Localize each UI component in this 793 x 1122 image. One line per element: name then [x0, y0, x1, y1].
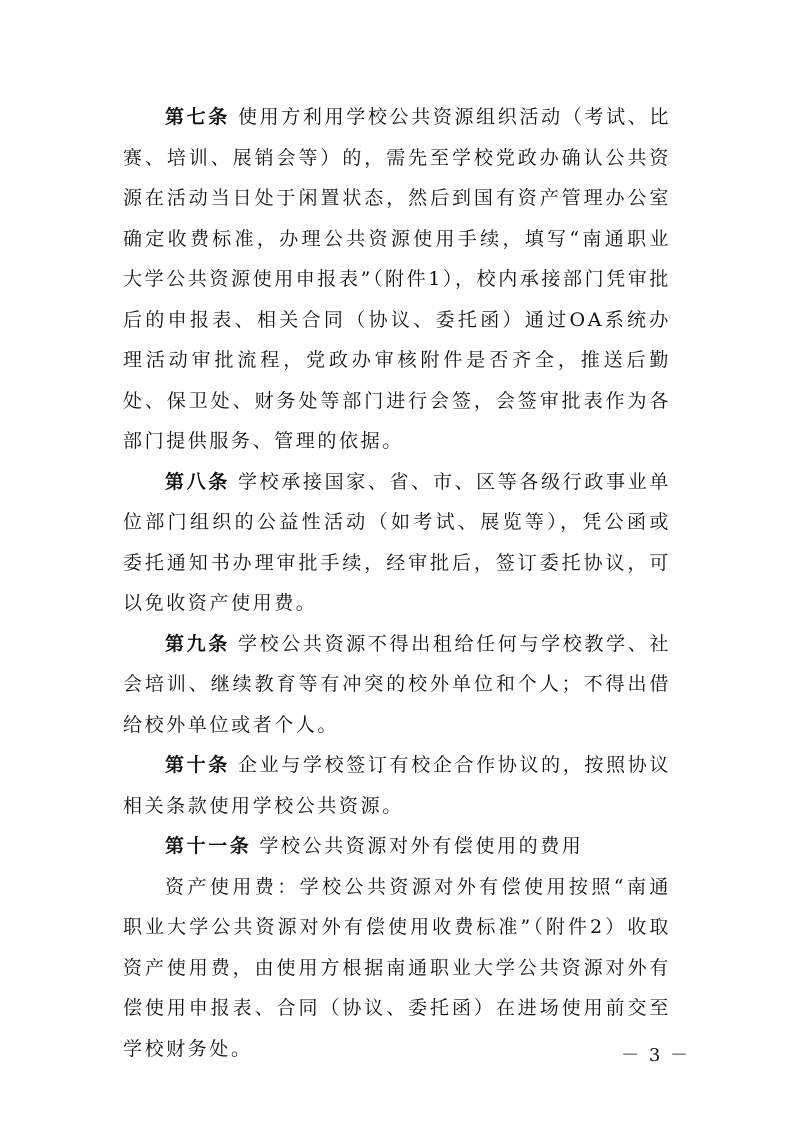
- document-body: [123, 97, 671, 1069]
- article-9-text: 学校公共资源不得出租给任何与学校教学、社会培训、继续教育等有冲突的校外单位和个人；不得出借给校外单位或者个人。: [123, 632, 671, 736]
- page-number: － 3 －: [621, 1045, 690, 1066]
- article-9-number: 第九条: [165, 632, 230, 655]
- article-8: [123, 462, 671, 624]
- article-10: [123, 745, 671, 826]
- asset-fee-paragraph: 资产使用费：学校公共资源对外有偿使用按照“南通职业大学公共资源对外有偿使用收费标准”（附件2）收取资产使用费，由使用方根据南通职业大学公共资源对外有偿使用申报表、合同（协议、委托函）在进场使用前交至学校财务处。: [123, 875, 671, 1060]
- article-8-number: 第八条: [165, 470, 230, 493]
- article-8-text: 学校承接国家、省、市、区等各级行政事业单位部门组织的公益性活动（如考试、展览等），凭公函或委托通知书办理审批手续，经审批后，签订委托协议，可以免收资产使用费。: [123, 470, 671, 614]
- article-7-text: 使用方利用学校公共资源组织活动（考试、比赛、培训、展销会等）的，需先至学校党政办确认公共资源在活动当日处于闲置状态，然后到国有资产管理办公室确定收费标准，办理公共资源使用手续，填写“南通职业大学公共资源使用申报表”（附件1），校内承接部门凭审批后的申报表、相关合同（协议、委托函）通过OA系统办理活动审批流程，党政办审核附件是否齐全，推送后勤处、保卫处、财务处等部门进行会签，会签审批表作为各部门提供服务、管理的依据。: [123, 106, 672, 452]
- article-9: [123, 624, 671, 746]
- article-11: [123, 826, 671, 867]
- article-11-number: 第十一条: [165, 835, 252, 857]
- article-10-number: 第十条: [165, 754, 230, 776]
- article-11-text: 学校公共资源对外有偿使用的费用: [259, 835, 584, 857]
- article-10-text: 企业与学校签订有校企合作协议的，按照协议相关条款使用学校公共资源。: [123, 754, 671, 817]
- article-7-number: 第七条: [165, 106, 230, 128]
- article-7: [123, 97, 671, 462]
